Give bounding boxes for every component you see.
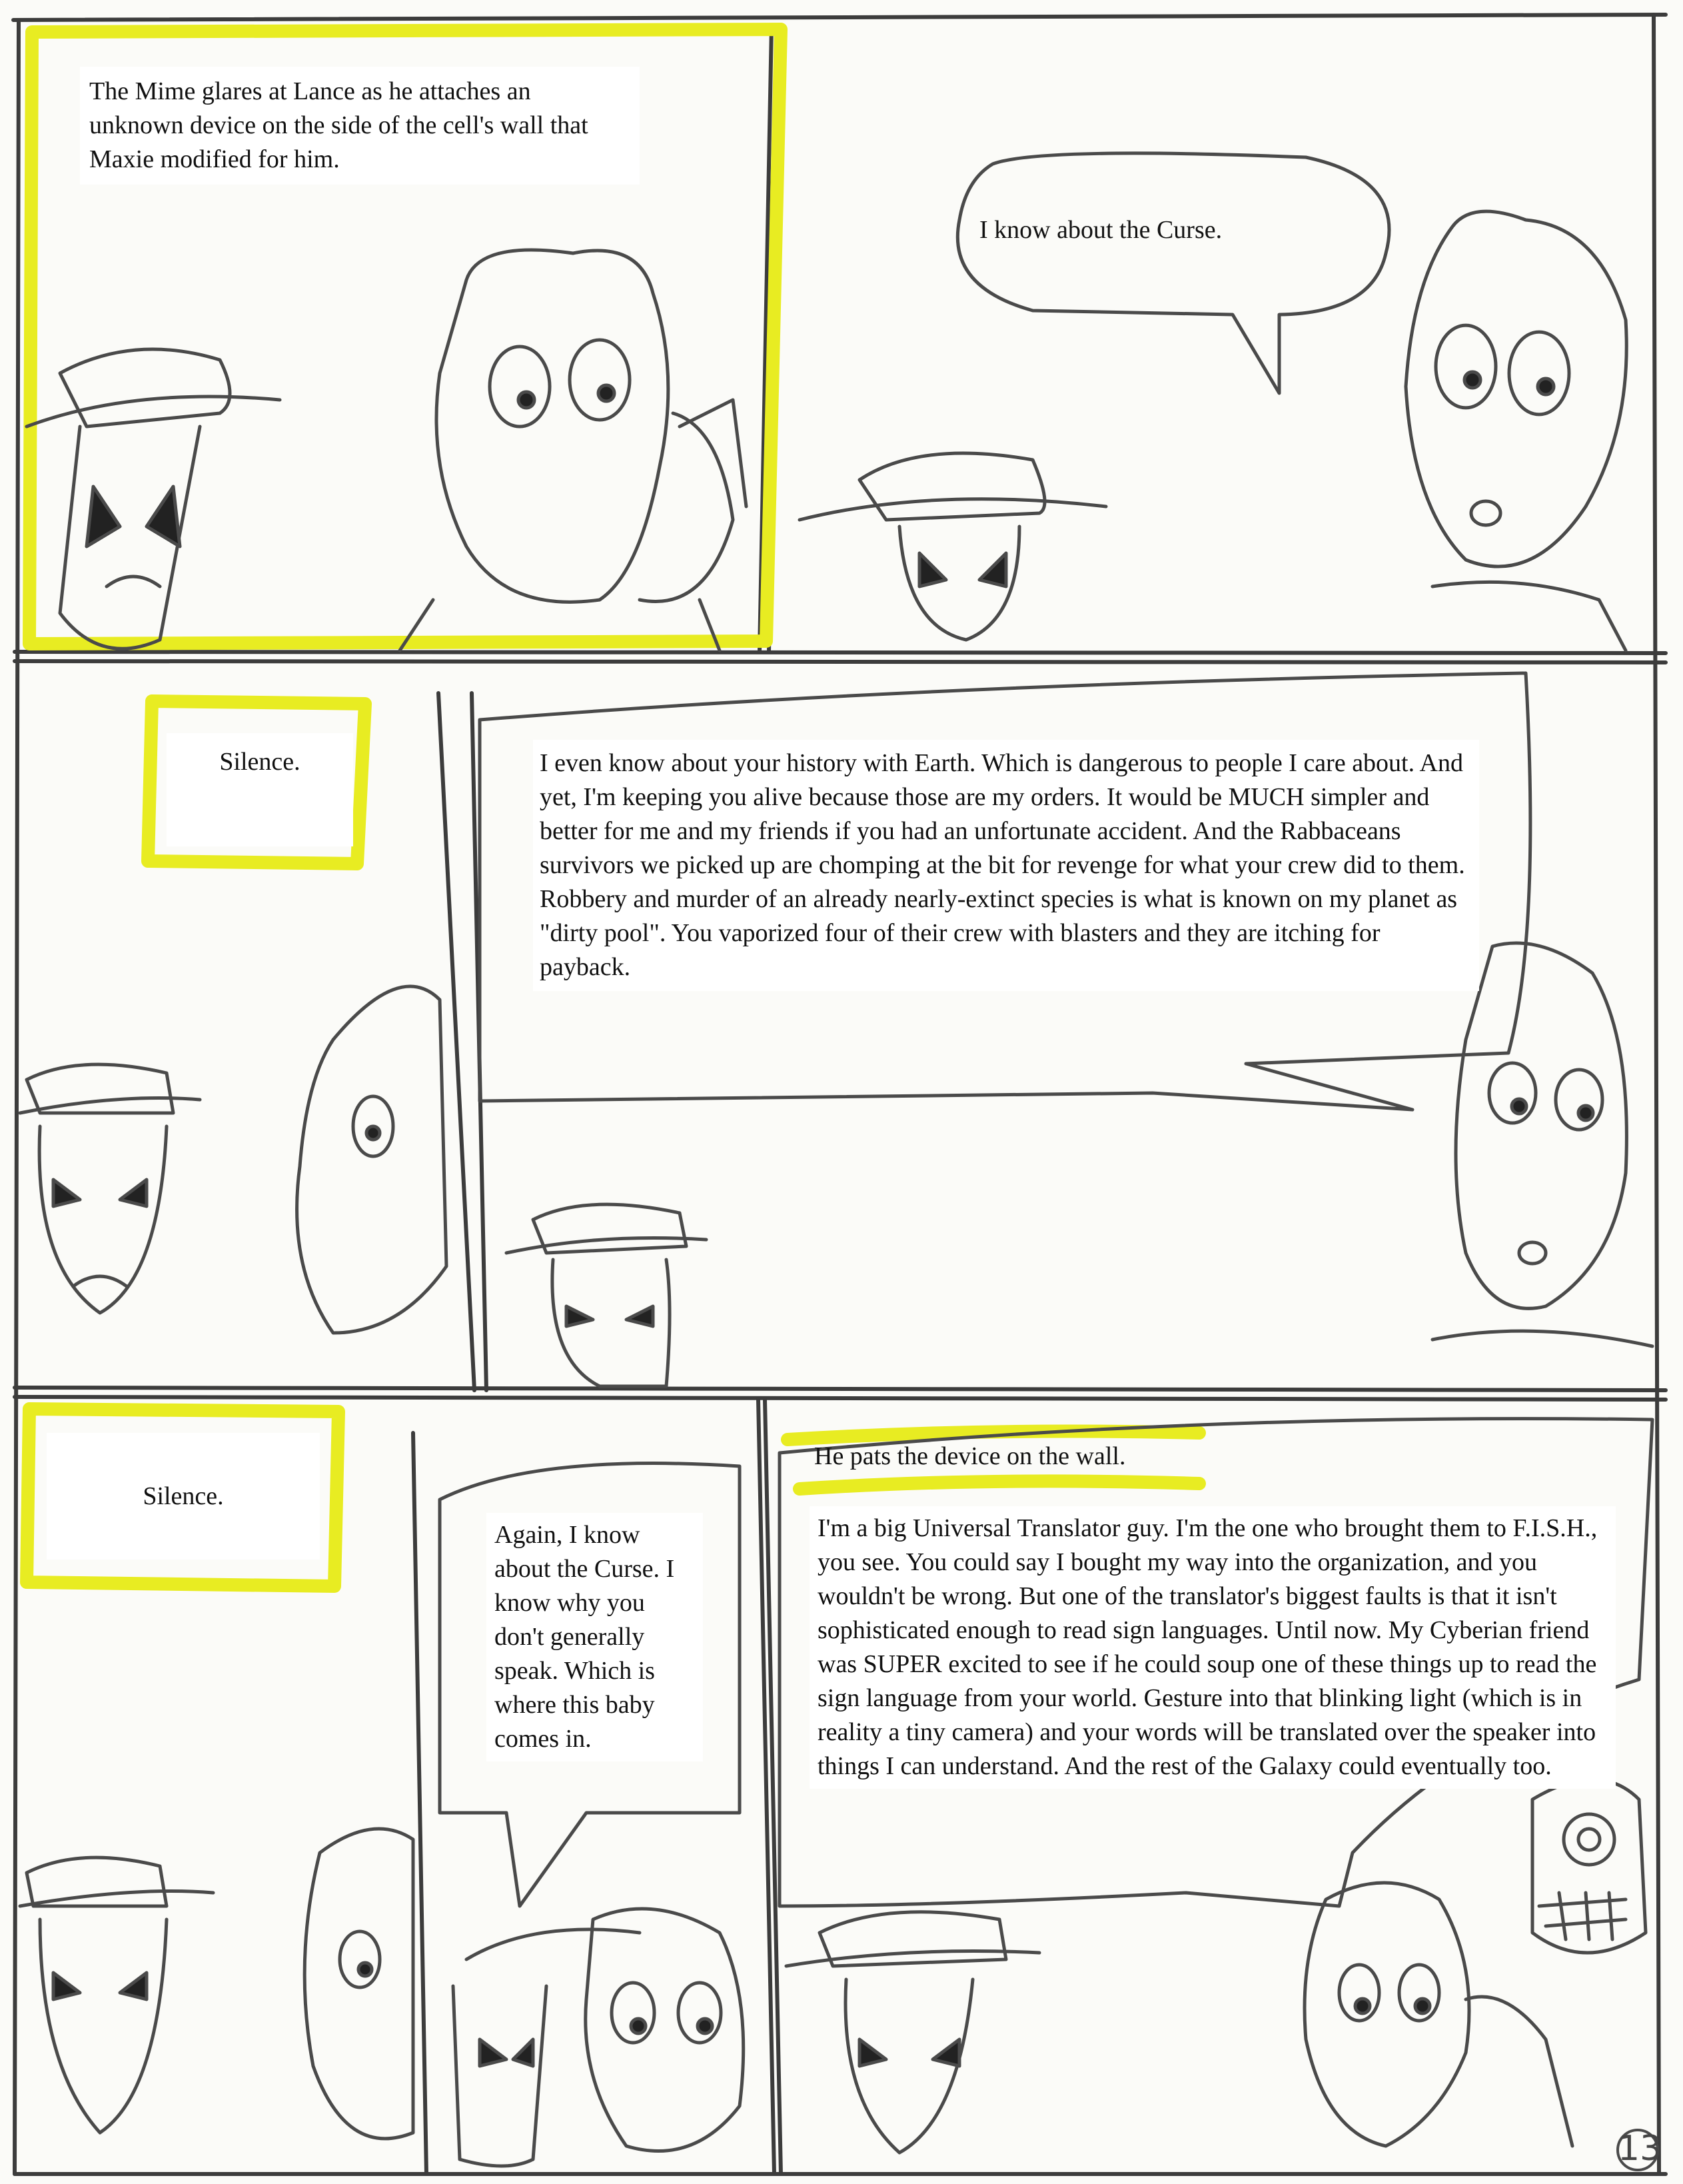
mime-figure-panel-1	[27, 349, 280, 648]
panel-7-caption	[806, 1440, 1219, 1474]
panel-5-caption	[47, 1433, 320, 1560]
panel-2-speech-text: I know about the Curse.	[979, 216, 1223, 244]
mime-figure-panel-3	[20, 1064, 200, 1313]
lance-figure-panel-1	[400, 250, 746, 650]
mime-figure-panel-7	[786, 1912, 1039, 2153]
panel-5-caption-text: Silence.	[143, 1482, 224, 1510]
lance-figure-panel-4	[1432, 943, 1652, 1346]
panel-6-speech-text-box	[486, 1513, 703, 1761]
translator-device-drawing	[1532, 1779, 1646, 1953]
panel-7-caption-text: He pats the device on the wall.	[814, 1442, 1126, 1470]
panel-7-speech-text-box	[810, 1506, 1616, 1789]
lance-figure-panel-2	[1406, 211, 1626, 650]
caption-underline-highlight-2	[800, 1481, 1199, 1489]
mime-figure-panel-5	[20, 1857, 213, 2133]
panel-4-speech-text: I even know about your history with Earth. Which is dangerous to people I care about. And yet, I'm keeping you alive because those are my orders. It would be MUCH simpler and better for me and my friends if you had an unfortunate accident. And the Rabbaceans survivors we picked up are chomping at the bit for revenge for what your crew did to them. Robbery and murder of an already nearly-extinct species is what is known on my planet as "dirty pool". You vaporized four of their crew with blasters and they are itching for payback.	[540, 749, 1465, 981]
page-number: 13	[1618, 2129, 1662, 2169]
lance-figure-panel-5	[304, 1829, 413, 2139]
panel-6-speech-text: Again, I know about the Curse. I know why you don't generally speak. Which is where this baby comes in.	[494, 1521, 675, 1753]
panel-7-speech-text: I'm a big Universal Translator guy. I'm the one who brought them to F.I.S.H., you see. You could say I bought my way into the organization, and you wouldn't be wrong. But one of the translator's biggest faults is that it isn't sophisticated enough to read sign languages. Until now. My Cyberian friend was SUPER excited to see if he could soup one of these things up to read the sign language from your world. Gesture into that blinking light (which is in reality a tiny camera) and your words will be translated over the speaker into things I can understand. And the rest of the Galaxy could eventually too.	[818, 1514, 1598, 1780]
panel-3-caption	[167, 733, 353, 846]
panel-2-speech-text-box	[979, 213, 1353, 247]
lance-figure-panel-3	[297, 986, 446, 1333]
mime-figure-panel-2	[800, 453, 1106, 640]
panel-borders	[13, 15, 1666, 2174]
panel-1-caption-text: The Mime glares at Lance as he attaches an unknown device on the side of the cell's wall that Maxie modified for him.	[89, 77, 588, 173]
panel-4-speech-text-box	[533, 740, 1479, 991]
mime-figure-panel-6	[453, 1929, 640, 2166]
speech-bubble-panel-2	[957, 153, 1389, 393]
mime-figure-panel-4	[506, 1204, 706, 1386]
panel-1-caption	[80, 67, 640, 185]
panel-3-caption-text: Silence.	[219, 748, 300, 776]
lance-figure-panel-6	[586, 1909, 744, 2151]
